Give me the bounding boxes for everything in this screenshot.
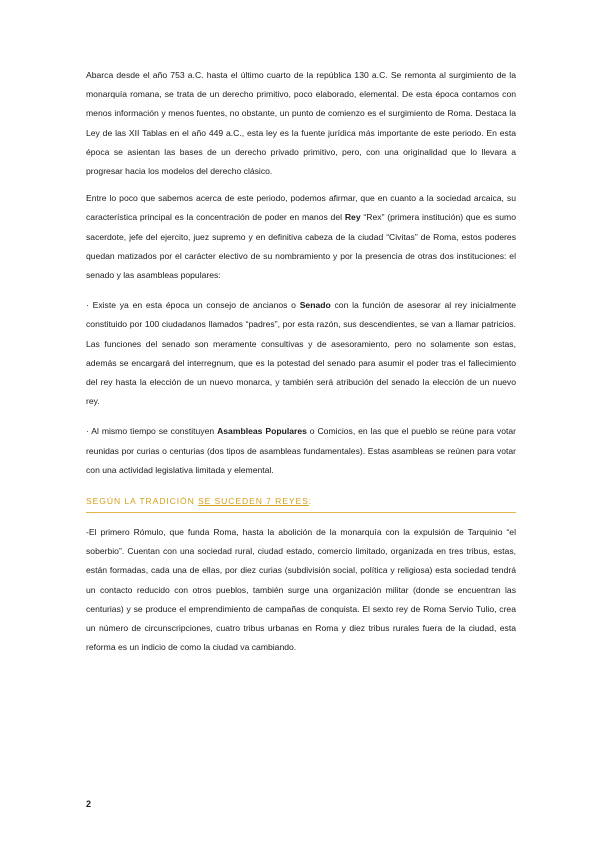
bold-rey: Rey (344, 212, 361, 223)
paragraph-senado-text-b: con la función de asesorar al rey inicialmente constituido por 100 ciudadanos llamados “padres”, por esta razón, sus descendientes, se van a llamar patricios. Las funciones del senado son meramente consultivas y de asesoramiento, pero no solamente son estas, además se encargará del interregnum, que es la potestad del senado para asumir el poder tras el fallecimiento del rey hasta la elección de un nuevo monarca, y también será atribución del senado la elección de un nuevo rey. (86, 300, 516, 407)
heading-link[interactable]: SE SUCEDEN 7 REYES (197, 496, 309, 507)
heading-colon: : (308, 496, 313, 507)
page-body (86, 66, 516, 657)
paragraph-rex-text-a: Entre lo poco que sabemos acerca de este periodo, podemos afirmar, que en cuanto a la sociedad arcaica, su característica principal es la concentración de poder en manos del (86, 193, 516, 223)
paragraph-intro: Abarca desde el año 753 a.C. hasta el último cuarto de la república 130 a.C. Se remonta al surgimiento de la monarquía romana, se trata de un derecho primitivo, poco elaborado, elemental. De esta época contamos con menos información y menos fuentes, no obstante, un punto de comienzo es el surgimiento de Roma. Destaca la Ley de las XII Tablas en el año 449 a.C., esta ley es la fuente jurídica más importante de este periodo. En esta época se asientan las bases de un derecho privado primitivo, pero, con una originalidad que lo llevara a progresar hacia los modelos del derecho clásico. (86, 70, 516, 177)
paragraph-asambleas (86, 422, 516, 480)
section-heading (86, 494, 516, 513)
paragraph-rex-text-b: “Rex” (primera institución) que es sumo sacerdote, jefe del ejercito, juez supremo y en definitiva cabeza de la ciudad “Civitas” de Roma, estos poderes quedan matizados por el carácter electivo de su nombramiento y por la presencia de otras dos instituciones: el senado y las asambleas populares: (86, 212, 516, 281)
paragraph-senado-text-a: · Existe ya en esta época un consejo de ancianos o (86, 300, 300, 311)
paragraph-asambleas-text-a: · Al mismo tiempo se constituyen (86, 426, 218, 437)
paragraph-rex (86, 189, 516, 285)
page-number: 2 (86, 799, 92, 809)
paragraph-reyes: -El primero Rómulo, que funda Roma, hasta la abolición de la monarquía con la expulsión de Tarquinio “el soberbio”. Cuentan con una sociedad rural, ciudad estado, comercio limitado, organizada en tres tribus, estas, están formadas, cada una de ellas, por diez curias (subdivisión social, política y religiosa) esta sociedad tendrá un contacto reducido con otros pueblos, también surge una organización militar (donde se encuentran las centurias) y se produce el emprendimiento de campañas de conquista. El sexto rey de Roma Servio Tulio, crea un número de circunscripciones, cuatro tribus urbanas en Roma y diez tribus rurales fuera de la ciudad, esta reforma es un indicio de como la ciudad va cambiando. (86, 527, 516, 653)
heading-text: SEGÚN LA TRADICIÓN (86, 496, 198, 507)
paragraph-senado (86, 296, 516, 411)
bold-asambleas-populares: Asambleas Populares (217, 426, 307, 437)
paragraph-asambleas-text-b: o Comicios, en las que el pueblo se reúne para votar reunidas por curias o centurias (dos tipos de asambleas fundamentales). Estas asambleas se reúnen para votar con una actividad legislativa limitada y elemental. (86, 426, 517, 475)
bold-senado: Senado (299, 300, 331, 311)
